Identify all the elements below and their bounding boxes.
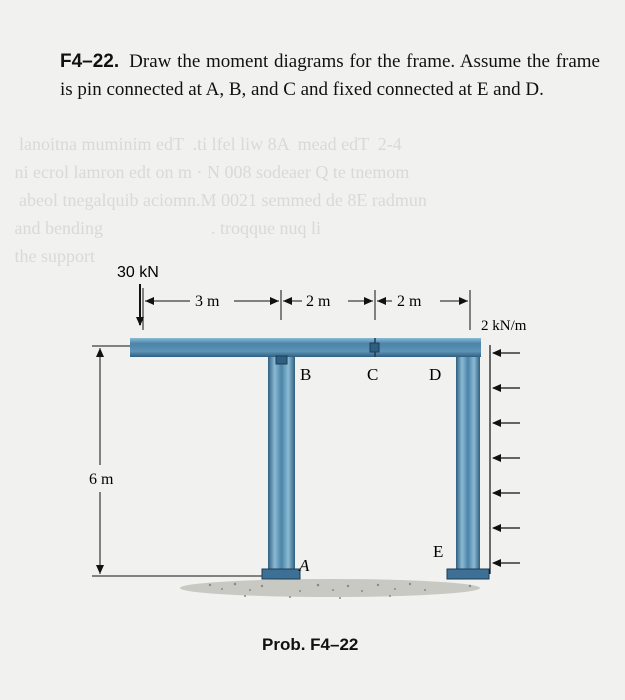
label-b: B: [300, 365, 312, 384]
pin-c: [370, 343, 379, 352]
label-c: C: [367, 365, 379, 384]
problem-number: F4–22.: [60, 51, 120, 72]
distributed-load-label: 2 kN/m: [481, 318, 527, 334]
bleed-through-text: lanoitna muminim edT .ti lfel liw 8A mead edT 2-4 ni ecrol lamron edt on m · N 008 sodeaer Q te tnemom abeol tnegalquib aciomn.M 0021 semmed de 8E radmun and bending . troqque nuq li the support: [14, 134, 427, 266]
ground-hatch: [180, 579, 480, 599]
column-de: [456, 345, 480, 576]
height-dimension: [92, 346, 268, 576]
pin-a-plate: [262, 569, 300, 579]
dim-label-1: 3 m: [195, 293, 220, 310]
fixed-e-plate: [447, 569, 489, 579]
distributed-load-arrows: [490, 345, 520, 574]
label-e: E: [433, 542, 444, 561]
pin-b: [276, 356, 287, 364]
label-d: D: [429, 365, 442, 384]
beam-left: [130, 338, 375, 357]
figure-caption: Prob. F4–22: [262, 635, 359, 654]
label-a: A: [299, 556, 310, 575]
point-load-label: 30 kN: [117, 264, 159, 281]
column-ab: [268, 354, 295, 576]
dim-label-3: 2 m: [397, 293, 422, 310]
dim-label-2: 2 m: [306, 293, 331, 310]
beam-right: [375, 338, 481, 357]
problem-text: Draw the moment diagrams for the frame. Assume the frame is pin connected at A, B, and C and fixed connected at E and D.: [60, 51, 600, 100]
height-label: 6 m: [89, 471, 114, 488]
